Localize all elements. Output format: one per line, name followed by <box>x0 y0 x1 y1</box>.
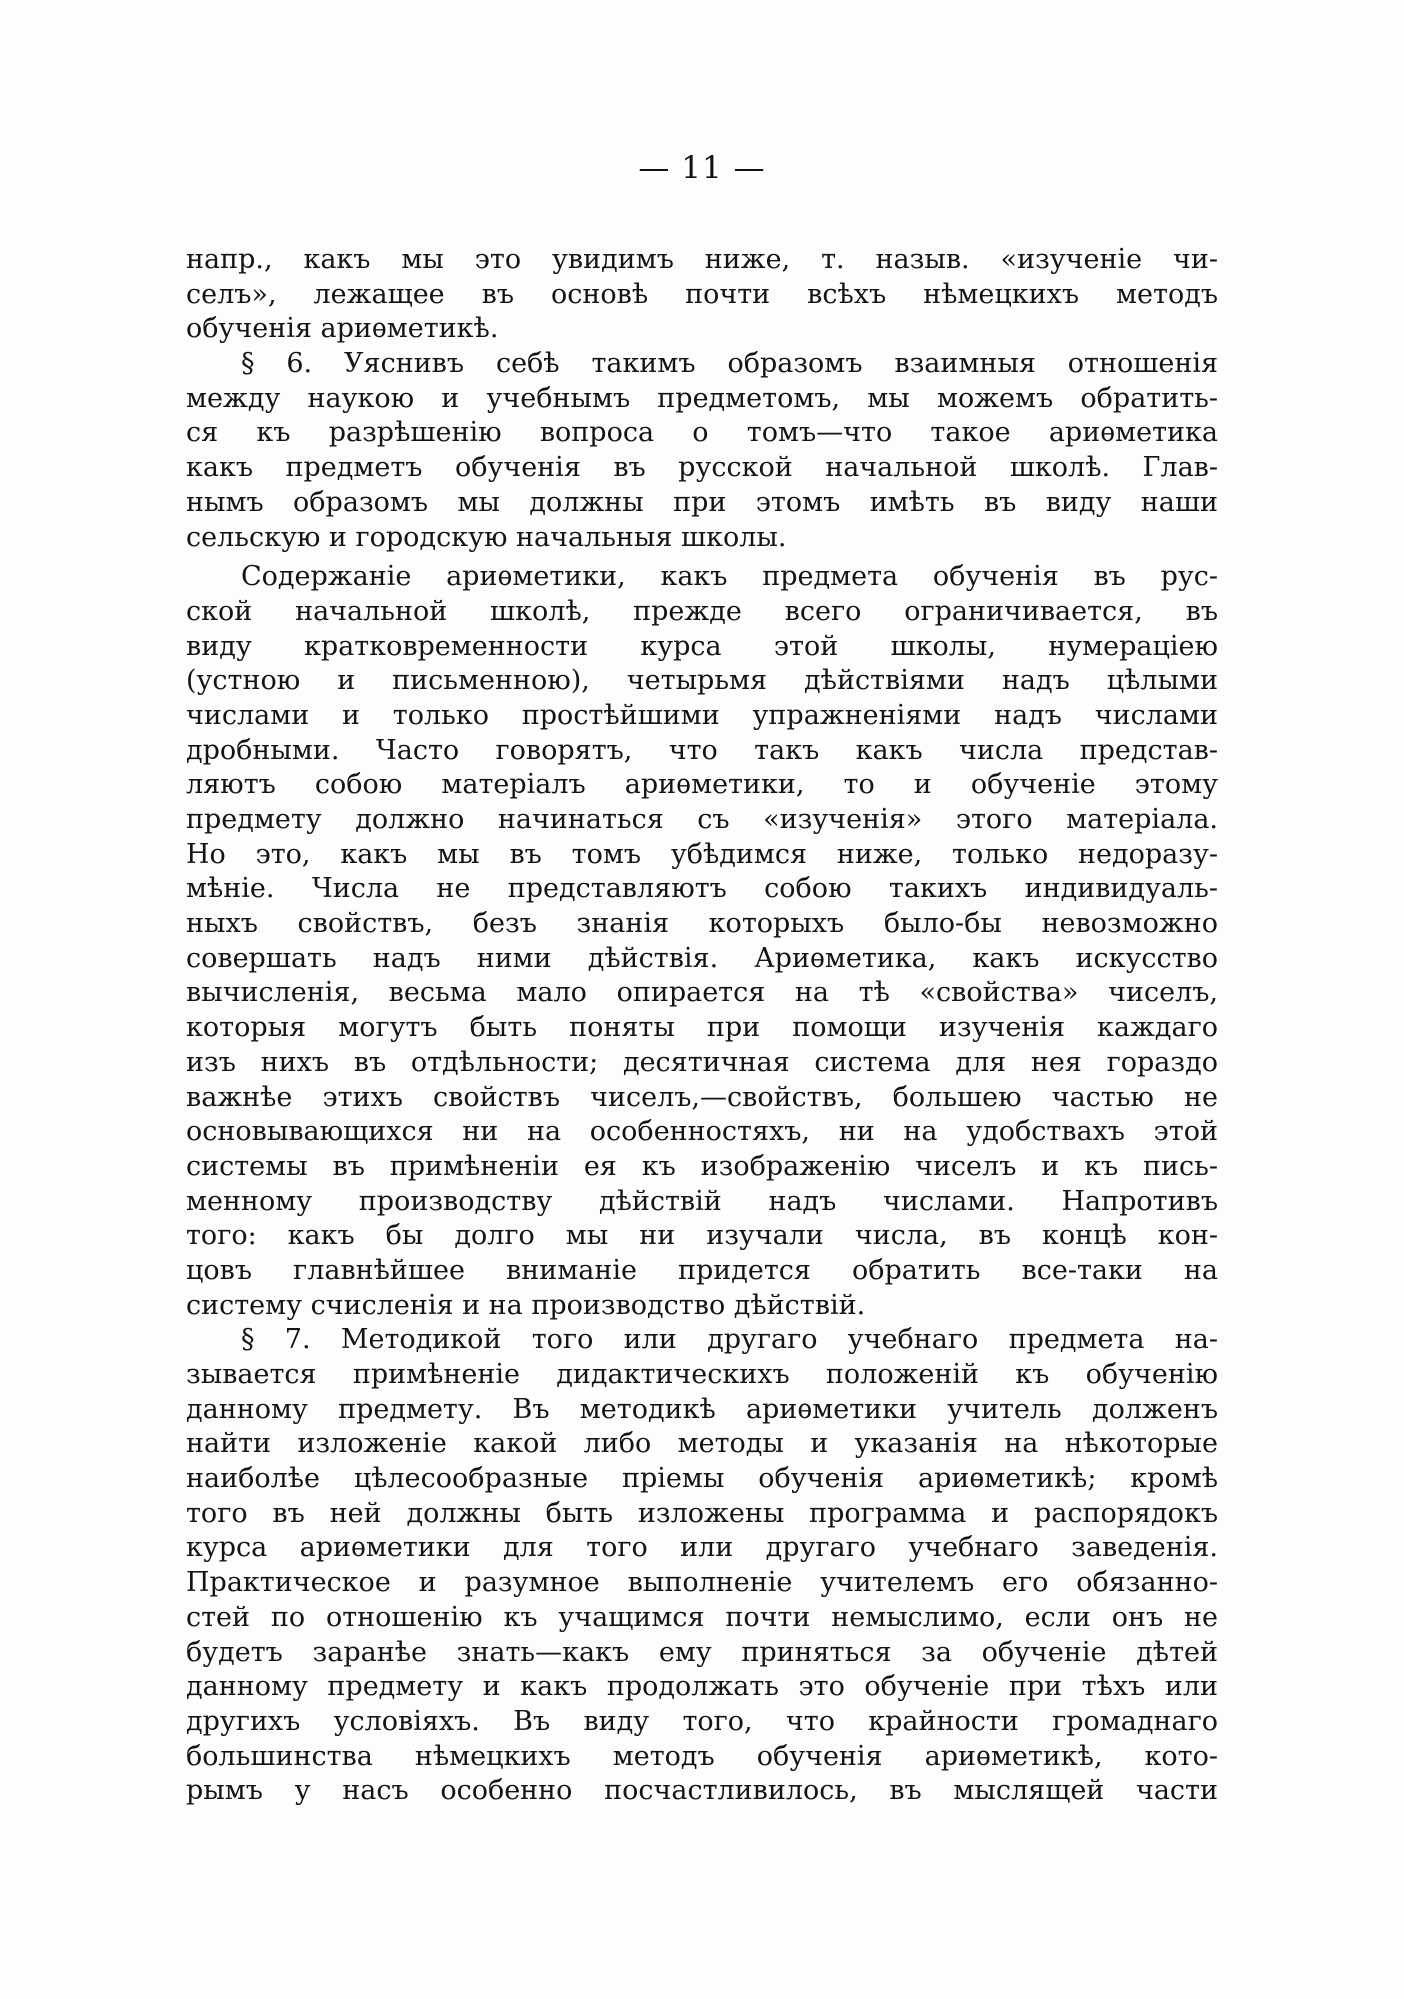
text-line: которыя могутъ быть поняты при помощи изученія каждаго <box>186 1012 1218 1044</box>
text-line: Но это, какъ мы въ томъ убѣдимся ниже, только недоразу- <box>186 838 1218 870</box>
text-line: основывающихся ни на особенностяхъ, ни на удобствахъ этой <box>186 1116 1218 1148</box>
text-line: изъ нихъ въ отдѣльности; десятичная система для нея гораздо <box>186 1046 1218 1078</box>
text-line: между наукою и учебнымъ предметомъ, мы можемъ обратить- <box>186 382 1218 414</box>
text-line: другихъ условіяхъ. Въ виду того, что крайности громаднаго <box>186 1705 1218 1737</box>
text-line: вычисленія, весьма мало опирается на тѣ «свойства» чиселъ, <box>186 977 1218 1009</box>
text-line: систему счисленія и на производство дѣйствій. <box>186 1289 866 1321</box>
text-line: селъ», лежащее въ основѣ почти всѣхъ нѣмецкихъ методъ <box>186 278 1218 310</box>
text-line: напр., какъ мы это увидимъ ниже, т. назыв. «изученіе чи- <box>186 244 1218 275</box>
text-line: будетъ заранѣе знать—какъ ему приняться за обученіе дѣтей <box>186 1636 1218 1668</box>
text-line: большинства нѣмецкихъ методъ обученія ариѳметикѣ, кото- <box>186 1740 1218 1772</box>
text-line: рымъ у насъ особенно посчастливилось, въ мыслящей части <box>186 1775 1218 1807</box>
text-line: стей по отношенію къ учащимся почти немыслимо, если онъ не <box>186 1601 1218 1633</box>
section-7-heading-line: § 7. Методикой того или другаго учебнаго предмета на- <box>241 1324 1218 1356</box>
body-text <box>186 243 1218 1809</box>
text-line: сельскую и городскую начальныя школы. <box>186 521 787 553</box>
text-line: ляютъ собою матеріалъ ариѳметики, то и обученіе этому <box>186 769 1218 801</box>
text-line: дробными. Часто говорятъ, что такъ какъ числа представ- <box>186 734 1218 766</box>
paragraph-start-line: Содержаніе ариѳметики, какъ предмета обученія въ рус- <box>241 561 1218 593</box>
text-line: совершать надъ ними дѣйствія. Ариѳметика, какъ искусство <box>186 942 1218 974</box>
text-line: менному производству дѣйствій надъ числами. Напротивъ <box>186 1185 1218 1217</box>
section-6-heading-line: § 6. Уяснивъ себѣ такимъ образомъ взаимныя отношенія <box>241 348 1218 380</box>
text-line: ся къ разрѣшенію вопроса о томъ—что такое ариѳметика <box>186 417 1218 449</box>
text-line: мѣніе. Числа не представляютъ собою такихъ индивидуаль- <box>186 873 1218 905</box>
page-number: — 11 — <box>638 150 766 186</box>
text-line: Практическое и разумное выполненіе учителемъ его обязанно- <box>186 1567 1218 1599</box>
text-line: важнѣе этихъ свойствъ чиселъ,—свойствъ, большею частью не <box>186 1081 1218 1113</box>
text-line: какъ предметъ обученія въ русской начальной школѣ. Глав- <box>186 452 1218 484</box>
text-line: виду кратковременности курса этой школы, нумераціею <box>186 630 1218 662</box>
text-line: того въ ней должны быть изложены программа и распорядокъ <box>186 1497 1218 1529</box>
text-line: предмету должно начинаться съ «изученія» этого матеріала. <box>186 804 1218 835</box>
text-line: найти изложеніе какой либо методы и указанія на нѣкоторые <box>186 1428 1218 1460</box>
text-line: системы въ примѣненіи ея къ изображенію чиселъ и къ пись- <box>186 1150 1218 1182</box>
text-line: цовъ главнѣйшее вниманіе придется обратить все-таки на <box>186 1254 1218 1286</box>
text-line: данному предмету и какъ продолжать это обученіе при тѣхъ или <box>186 1671 1218 1703</box>
text-line: обученія ариѳметикѣ. <box>186 313 499 345</box>
text-line: того: какъ бы долго мы ни изучали числа, въ концѣ кон- <box>186 1220 1218 1252</box>
text-line: зывается примѣненіе дидактическихъ положеній къ обученію <box>186 1359 1218 1390</box>
text-line: ской начальной школѣ, прежде всего ограничивается, въ <box>186 595 1218 627</box>
text-line: наиболѣе цѣлесообразные пріемы обученія ариѳметикѣ; кромѣ <box>186 1463 1218 1495</box>
text-line: (устною и письменною), четырьмя дѣйствіями надъ цѣлыми <box>186 665 1218 697</box>
text-line: числами и только простѣйшими упражненіями надъ числами <box>186 699 1218 731</box>
text-line: данному предмету. Въ методикѣ ариѳметики учитель долженъ <box>186 1393 1218 1425</box>
text-line: ныхъ свойствъ, безъ знанія которыхъ было-бы невозможно <box>186 908 1218 940</box>
text-line: курса ариѳметики для того или другаго учебнаго заведенія. <box>186 1532 1218 1564</box>
text-line: нымъ образомъ мы должны при этомъ имѣть въ виду наши <box>186 486 1218 518</box>
